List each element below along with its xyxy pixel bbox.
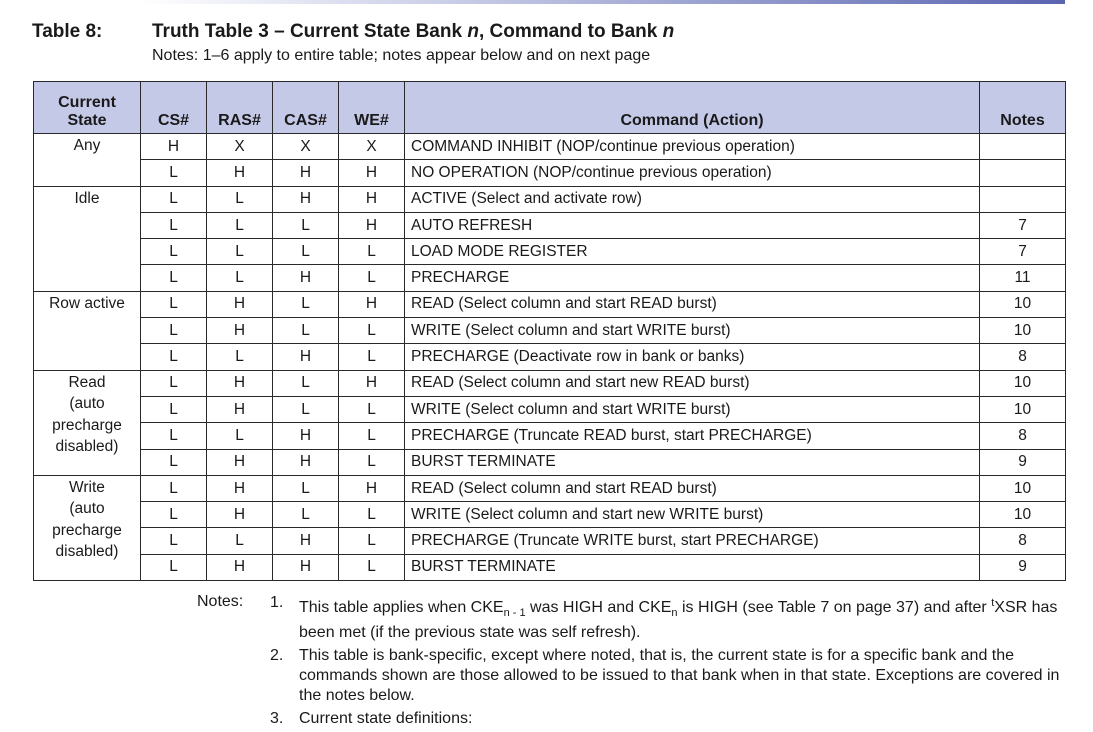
col-header-cs: CS# <box>141 82 207 134</box>
cell-cs: H <box>141 134 207 160</box>
cell-command: READ (Select column and start new READ burst) <box>405 370 980 396</box>
cell-we: L <box>339 554 405 580</box>
table-row <box>34 212 1066 238</box>
cell-ras: H <box>207 291 273 317</box>
cell-cas: L <box>273 475 339 501</box>
cell-notes: 9 <box>980 554 1066 580</box>
table-row <box>34 528 1066 554</box>
cell-command: WRITE (Select column and start WRITE burst) <box>405 318 980 344</box>
note-number: 3. <box>270 710 284 727</box>
cell-we: L <box>339 449 405 475</box>
cell-notes: 9 <box>980 449 1066 475</box>
cell-cs: L <box>141 265 207 291</box>
state-header-line1: Current <box>58 94 116 111</box>
cell-notes <box>980 134 1066 160</box>
cell-cas: H <box>273 528 339 554</box>
cell-command: WRITE (Select column and start new WRITE burst) <box>405 502 980 528</box>
note1-part3: is HIGH (see Table 7 on page 37) and after <box>677 599 992 616</box>
cell-notes: 8 <box>980 344 1066 370</box>
cell-ras: H <box>207 160 273 186</box>
state-line: disabled) <box>55 543 119 561</box>
table-row <box>34 449 1066 475</box>
note1-part2: was HIGH and CKE <box>525 599 672 616</box>
cell-cs: L <box>141 239 207 265</box>
cell-we: L <box>339 265 405 291</box>
cell-cs: L <box>141 528 207 554</box>
cell-cs: L <box>141 554 207 580</box>
cell-notes: 7 <box>980 239 1066 265</box>
cell-notes: 7 <box>980 212 1066 238</box>
table-row <box>34 318 1066 344</box>
cell-ras: L <box>207 423 273 449</box>
table-row <box>34 370 1066 396</box>
cell-notes: 10 <box>980 318 1066 344</box>
cell-ras: H <box>207 396 273 422</box>
state-header-line2: State <box>67 112 107 129</box>
cell-command: COMMAND INHIBIT (NOP/continue previous operation) <box>405 134 980 160</box>
cell-cas: H <box>273 186 339 212</box>
cell-we: L <box>339 423 405 449</box>
table-row <box>34 554 1066 580</box>
cell-ras: H <box>207 554 273 580</box>
cell-notes: 10 <box>980 370 1066 396</box>
cell-we: L <box>339 396 405 422</box>
cell-cs: L <box>141 160 207 186</box>
cell-notes <box>980 186 1066 212</box>
notes-label: Notes: <box>197 593 244 610</box>
cell-command: NO OPERATION (NOP/continue previous operation) <box>405 160 980 186</box>
col-header-we: WE# <box>339 82 405 134</box>
cell-cas: H <box>273 423 339 449</box>
cell-cas: H <box>273 160 339 186</box>
col-header-cas: CAS# <box>273 82 339 134</box>
cell-cs: L <box>141 186 207 212</box>
notes-list <box>270 593 1060 732</box>
cell-cas: H <box>273 554 339 580</box>
cell-command: LOAD MODE REGISTER <box>405 239 980 265</box>
cell-cas: L <box>273 502 339 528</box>
table-row <box>34 423 1066 449</box>
cell-ras: L <box>207 265 273 291</box>
state-line: Row active <box>49 294 125 312</box>
state-line: precharge <box>52 521 122 539</box>
note-text: This table is bank-specific, except where noted, that is, the current state is for a specific bank and the commands shown are those allowed to be issued to that bank when in that state. Exceptions are covered in the notes below. <box>299 647 1060 704</box>
cell-notes: 10 <box>980 396 1066 422</box>
cell-cas: L <box>273 212 339 238</box>
note-2 <box>270 646 1060 706</box>
cell-ras: L <box>207 186 273 212</box>
state-line: precharge <box>52 416 122 434</box>
cell-command: BURST TERMINATE <box>405 449 980 475</box>
table-row <box>34 160 1066 186</box>
cell-cas: H <box>273 344 339 370</box>
cell-command: ACTIVE (Select and activate row) <box>405 186 980 212</box>
state-line: Write <box>69 478 105 496</box>
cell-notes: 8 <box>980 423 1066 449</box>
cell-ras: H <box>207 370 273 396</box>
table-row <box>34 239 1066 265</box>
cell-we: H <box>339 186 405 212</box>
cell-command: READ (Select column and start READ burst) <box>405 475 980 501</box>
cell-cas: L <box>273 291 339 317</box>
cell-current-state <box>34 134 141 187</box>
cell-ras: L <box>207 239 273 265</box>
table-subtitle: Notes: 1–6 apply to entire table; notes appear below and on next page <box>152 47 651 64</box>
cell-cs: L <box>141 449 207 475</box>
cell-cs: L <box>141 502 207 528</box>
cell-we: L <box>339 318 405 344</box>
cell-cs: L <box>141 344 207 370</box>
cell-current-state <box>34 186 141 291</box>
state-line: Read <box>68 373 106 391</box>
cell-command: PRECHARGE (Truncate WRITE burst, start PRECHARGE) <box>405 528 980 554</box>
state-line: disabled) <box>55 438 119 456</box>
state-line: (auto <box>69 395 105 413</box>
title-prefix: Truth Table 3 – Current State Bank <box>152 21 468 42</box>
col-header-command: Command (Action) <box>405 82 980 134</box>
cell-ras: H <box>207 449 273 475</box>
cell-we: L <box>339 502 405 528</box>
cell-cas: H <box>273 265 339 291</box>
table-row <box>34 265 1066 291</box>
cell-notes: 10 <box>980 502 1066 528</box>
cell-cas: L <box>273 396 339 422</box>
table-row <box>34 291 1066 317</box>
note-text: Current state definitions: <box>299 710 473 727</box>
cell-cas: L <box>273 370 339 396</box>
state-line: Idle <box>74 189 100 207</box>
col-header-ras: RAS# <box>207 82 273 134</box>
cell-ras: H <box>207 318 273 344</box>
cell-cs: L <box>141 396 207 422</box>
cell-cas: X <box>273 134 339 160</box>
col-header-current-state <box>34 82 141 134</box>
cell-notes: 8 <box>980 528 1066 554</box>
cell-cs: L <box>141 423 207 449</box>
col-header-notes: Notes <box>980 82 1066 134</box>
header-rule <box>140 0 1065 4</box>
cell-command: PRECHARGE (Deactivate row in bank or banks) <box>405 344 980 370</box>
note-3 <box>270 709 1060 729</box>
cell-notes: 10 <box>980 291 1066 317</box>
cell-ras: L <box>207 528 273 554</box>
cell-we: L <box>339 344 405 370</box>
cell-cas: H <box>273 449 339 475</box>
truth-table-body <box>34 134 1066 581</box>
note1-superscript: t <box>991 597 995 609</box>
table-row <box>34 134 1066 160</box>
note1-part4: XSR has been met (if the previous state was self refresh). <box>299 599 1058 641</box>
state-line: (auto <box>69 500 105 518</box>
cell-we: H <box>339 475 405 501</box>
cell-current-state <box>34 291 141 370</box>
cell-we: L <box>339 528 405 554</box>
note1-subscript-2: n <box>671 607 678 619</box>
cell-command: PRECHARGE (Truncate READ burst, start PRECHARGE) <box>405 423 980 449</box>
cell-we: L <box>339 239 405 265</box>
cell-we: X <box>339 134 405 160</box>
cell-ras: L <box>207 344 273 370</box>
cell-cas: L <box>273 318 339 344</box>
table-row <box>34 396 1066 422</box>
cell-cs: L <box>141 370 207 396</box>
cell-ras: L <box>207 212 273 238</box>
cell-ras: H <box>207 502 273 528</box>
table-row <box>34 475 1066 501</box>
cell-notes: 10 <box>980 475 1066 501</box>
title-middle: , Command to Bank <box>478 21 663 42</box>
cell-current-state <box>34 475 141 580</box>
note-number: 2. <box>270 647 284 664</box>
note-number: 1. <box>270 594 284 611</box>
note-text <box>299 593 1060 643</box>
cell-command: AUTO REFRESH <box>405 212 980 238</box>
cell-cs: L <box>141 212 207 238</box>
table-label: Table 8: <box>32 21 103 42</box>
table-header-row <box>34 82 1066 134</box>
cell-we: H <box>339 160 405 186</box>
cell-cs: L <box>141 318 207 344</box>
cell-command: PRECHARGE <box>405 265 980 291</box>
cell-we: H <box>339 291 405 317</box>
table-title <box>152 21 674 43</box>
cell-ras: X <box>207 134 273 160</box>
cell-current-state <box>34 370 141 475</box>
title-variable-2: n <box>662 21 675 42</box>
table-row <box>34 344 1066 370</box>
table-row <box>34 186 1066 212</box>
title-variable: n <box>467 21 479 42</box>
note-1 <box>270 593 1060 643</box>
cell-notes <box>980 160 1066 186</box>
note1-part1: This table applies when CKE <box>299 599 504 616</box>
cell-cs: L <box>141 475 207 501</box>
cell-we: H <box>339 212 405 238</box>
cell-we: H <box>339 370 405 396</box>
cell-command: WRITE (Select column and start WRITE burst) <box>405 396 980 422</box>
cell-cas: L <box>273 239 339 265</box>
state-line: Any <box>73 137 101 154</box>
table-row <box>34 502 1066 528</box>
cell-ras: H <box>207 475 273 501</box>
note1-subscript-1: n - 1 <box>503 607 526 619</box>
cell-cs: L <box>141 291 207 317</box>
cell-notes: 11 <box>980 265 1066 291</box>
cell-command: BURST TERMINATE <box>405 554 980 580</box>
truth-table <box>33 81 1066 581</box>
cell-command: READ (Select column and start READ burst) <box>405 291 980 317</box>
